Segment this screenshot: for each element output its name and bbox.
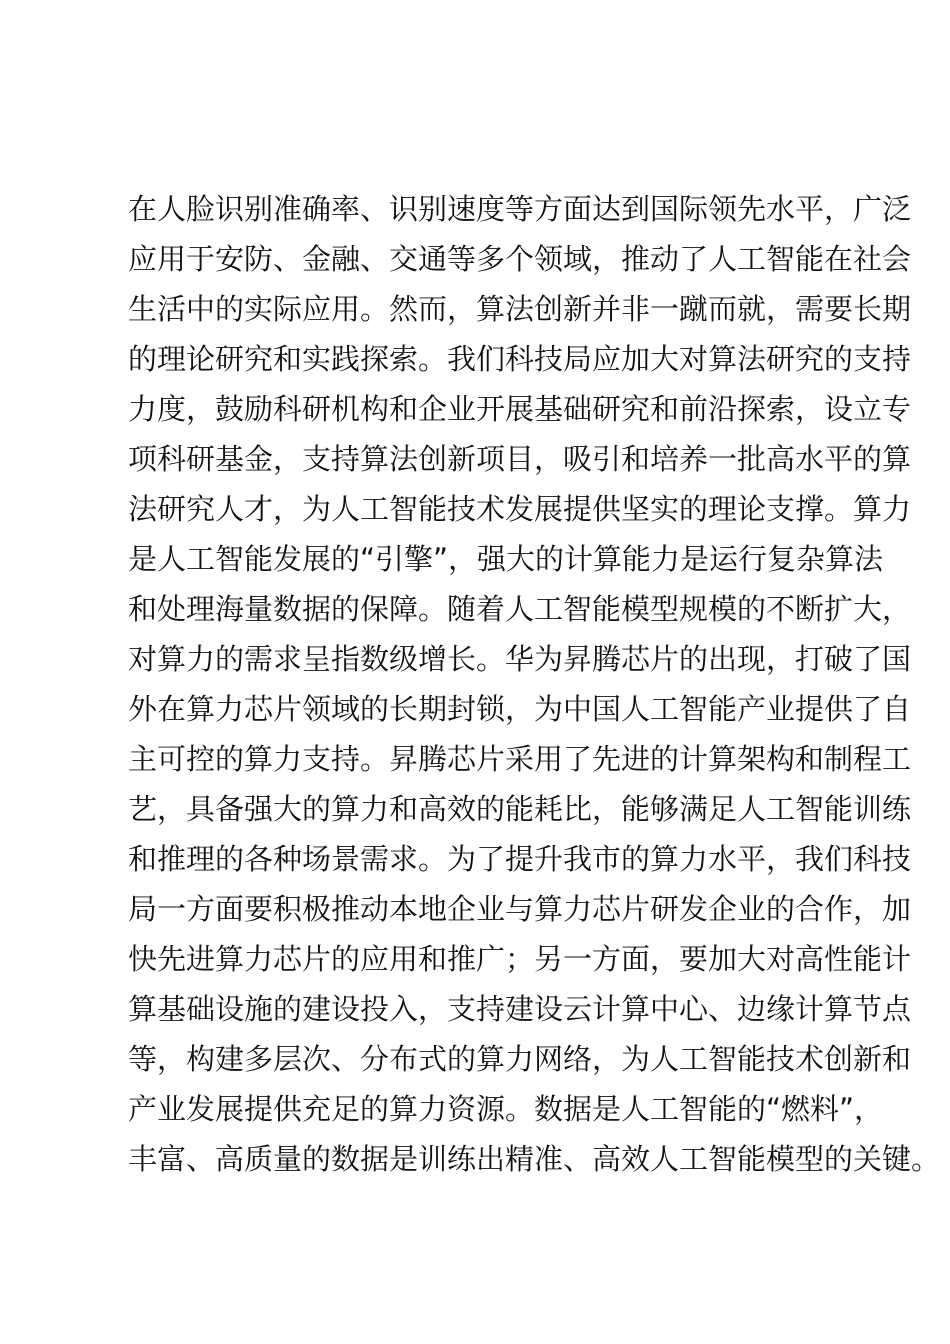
text-line: 力度，鼓励科研机构和企业开展基础研究和前沿探索，设立专	[128, 392, 912, 426]
text-line: 等，构建多层次、分布式的算力网络，为人工智能技术创新和	[128, 1042, 912, 1076]
text-line: 主可控的算力支持。昇腾芯片采用了先进的计算架构和制程工	[128, 742, 912, 776]
body-text	[128, 184, 941, 1184]
text-line: 快先进算力芯片的应用和推广；另一方面，要加大对高性能计	[128, 942, 912, 976]
text-line: 法研究人才，为人工智能技术发展提供坚实的理论支撑。算力	[128, 492, 912, 526]
text-line: 生活中的实际应用。然而，算法创新并非一蹴而就，需要长期	[128, 292, 912, 326]
text-line: 艺，具备强大的算力和高效的能耗比，能够满足人工智能训练	[128, 792, 912, 826]
text-line: 应用于安防、金融、交通等多个领域，推动了人工智能在社会	[128, 242, 912, 276]
text-line: 局一方面要积极推动本地企业与算力芯片研发企业的合作，加	[128, 892, 912, 926]
text-line: 外在算力芯片领域的长期封锁，为中国人工智能产业提供了自	[128, 692, 912, 726]
text-line: 算基础设施的建设投入，支持建设云计算中心、边缘计算节点	[128, 992, 912, 1026]
text-line: 是人工智能发展的“引擎”，强大的计算能力是运行复杂算法	[128, 542, 884, 576]
text-line: 和处理海量数据的保障。随着人工智能模型规模的不断扩大，	[128, 592, 912, 626]
text-line: 产业发展提供充足的算力资源。数据是人工智能的“燃料”，	[128, 1092, 884, 1126]
text-line: 对算力的需求呈指数级增长。华为昇腾芯片的出现，打破了国	[128, 642, 912, 676]
text-line: 丰富、高质量的数据是训练出精准、高效人工智能模型的关键。	[128, 1142, 941, 1176]
text-line: 在人脸识别准确率、识别速度等方面达到国际领先水平，广泛	[128, 192, 912, 226]
text-line: 的理论研究和实践探索。我们科技局应加大对算法研究的支持	[128, 342, 912, 376]
text-line: 和推理的各种场景需求。为了提升我市的算力水平，我们科技	[128, 842, 912, 876]
text-line: 项科研基金，支持算法创新项目，吸引和培养一批高水平的算	[128, 442, 912, 476]
